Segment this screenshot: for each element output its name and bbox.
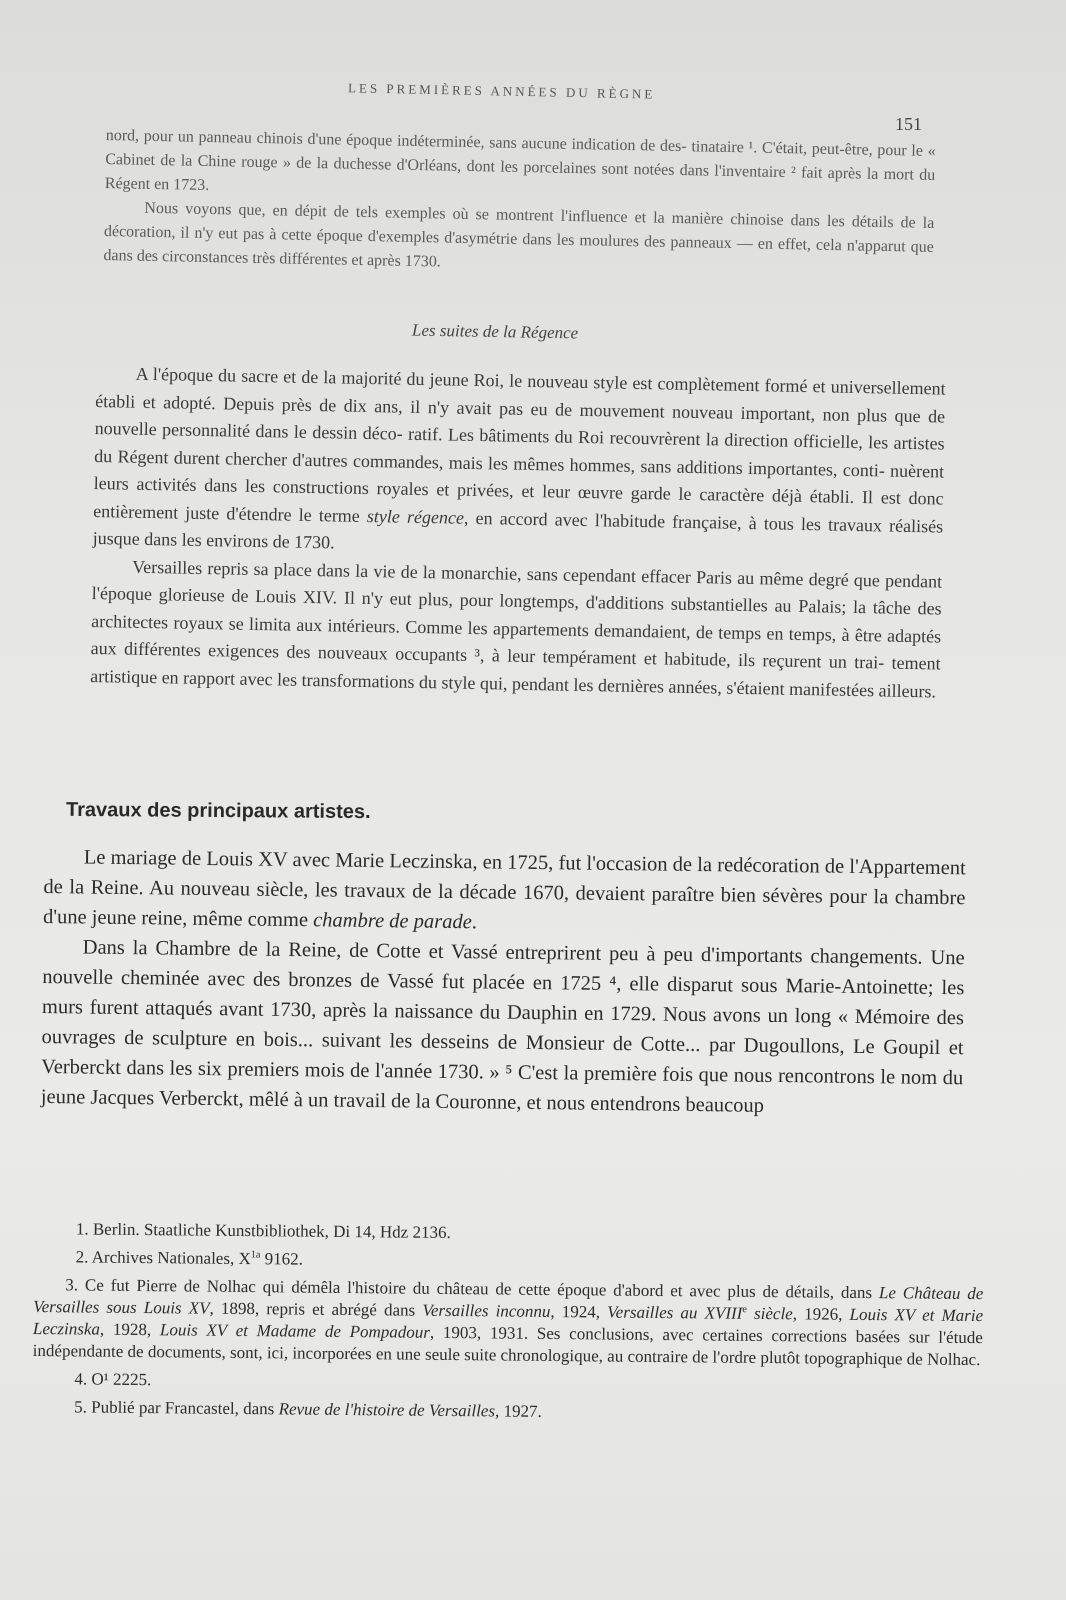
text-line: Versailles repris sa place dans la vie de la monarchie, sans cependant effacer Paris au (132, 556, 755, 588)
text-line: Dauphin en 1729. Nous avons un long « Mémoire des ouvrages de sculpture en bois... suivant (41, 1001, 965, 1053)
text-line: de l'Appartement de la Reine. Au nouveau siècle, les travaux de la décade 1670, devaient (43, 855, 966, 906)
paragraph-versailles (90, 552, 942, 705)
text-line: Nous voyons que, en dépit de tels exemples où se montrent l'influence et la manière (144, 199, 724, 228)
top-paragraphs (103, 124, 936, 284)
italic-term: style régence (366, 505, 465, 528)
book-title: Versailles inconnu (422, 1300, 551, 1321)
text-fragment: 9162. (260, 1249, 303, 1269)
text-line: tement artistique en rapport avec les transformations du style qui, pendant les dernières (90, 652, 941, 696)
superscript: e (742, 1304, 748, 1316)
text-line: Comme les appartements demandaient, de temps en temps, à être adaptés aux différentes (90, 616, 942, 660)
paragraph-mariage (43, 842, 966, 943)
running-head: LES PREMIÈRES ANNÉES DU RÈGNE (347, 80, 656, 102)
text-fragment: 2. Archives Nationales, X (75, 1247, 251, 1269)
travaux-section (41, 842, 966, 1123)
text-fragment: , 1903, 1931. Ses conclusions, avec certaines corrections basées sur l'étude indépendante de documents, sont, ici, incorporées en une seule suite chronologique, au contraire de l'ordre plutôt topographique de Nolhac. (32, 1322, 983, 1370)
text-line: tinataire ¹. C'était, peut-être, pour le « Cabinet de la Chine rouge » de la duchesse d'Orléans, (105, 138, 936, 175)
book-title: Louis XV et Madame de Pompadour (159, 1320, 431, 1342)
text-fragment: , 1924, (550, 1301, 608, 1322)
paragraph-asymmetry (103, 196, 934, 284)
text-line: chercher d'autres commandes, mais les mêmes hommes, sans additions importantes, conti- (224, 447, 886, 480)
text-line: jeune Jacques Verberckt, mêlé à un travail de la Couronne, et nous entendrons beaucoup (40, 1085, 765, 1117)
text-fragment: , 1928, (99, 1319, 161, 1340)
text-fragment: 3. Ce fut Pierre de Nolhac qui démêla l'histoire du château de cette époque d'abord et avec plus de détails, dans (65, 1275, 880, 1303)
text-line: avec l'habitude française, à tous les travaux réalisés jusque dans les environs de 1730. (92, 508, 944, 553)
paragraph-sacre (92, 360, 945, 568)
text-line: paraître bien sévères pour la chambre d'une jeune reine, même comme (42, 883, 966, 932)
footnote-4: 4. O¹ 2225. (74, 1369, 152, 1390)
book-title: Le Château de Versailles sous Louis XV (33, 1283, 984, 1318)
text-fragment: , en accord (463, 507, 548, 529)
text-line: changements. Une nouvelle cheminée avec des bronzes de Vassé fut placée en 1725 ⁴, elle (42, 945, 965, 996)
section-heading: Travaux des principaux artistes. (65, 798, 371, 824)
section-subheading: Les suites de la Régence (411, 320, 579, 343)
text-line: exigences des nouveaux occupants ³, à leur tempérament et habitude, ils reçurent un trai- (207, 640, 885, 673)
text-line: ratif. Les bâtiments du Roi recouvrèrent la direction officielle, les artistes du Régent durent (94, 423, 945, 468)
text-fragment: 5. Publié par Francastel, dans (74, 1397, 279, 1419)
paragraph-chambre (41, 932, 965, 1123)
text-line: caractère déjà établi. Il est donc entièrement juste d'étendre le terme (93, 484, 944, 526)
text-line: dont les porcelaines sont notées dans l'inventaire ² fait après la mort du Régent en 1723. (104, 157, 936, 194)
footnote-1: 1. Berlin. Staatliche Kunstbibliothek, Di 14, Hdz 2136. (75, 1219, 451, 1243)
text-line: d'additions substantielles au Palais; la tâche des architectes royaux se limita aux intérieurs. (91, 592, 942, 637)
text-line: disparut sous Marie-Antoinette; les murs furent attaqués avant 1730, après la naissance du (41, 973, 965, 1024)
superscript: 1a (250, 1249, 261, 1261)
footnotes (32, 1218, 984, 1433)
journal-title: Revue de l'histoire de Versailles (278, 1399, 496, 1421)
text-line: chinoise dans les détails de la décoration, il n'y eut pas à cette époque d'exemples d'asymétrie (103, 211, 935, 248)
text-line: nord, pour un panneau chinois d'une époque indéterminée, sans aucune indication de des- (105, 126, 687, 156)
text-line: A l'époque du sacre et de la majorité du jeune Roi, le nouveau style est complètement (135, 363, 760, 396)
text-fragment: , 1926, (792, 1304, 850, 1324)
text-fragment: . (471, 911, 478, 934)
footnote-2 (34, 1246, 984, 1277)
text-line: même degré que pendant l'époque glorieuse de Louis XIV. Il n'y eut plus, pour longtemps, (91, 567, 943, 612)
text-line: dans les moulures des panneaux — en effet, cela n'apparut que dans des circonstances très (103, 231, 934, 268)
text-line: premiers mois de l'année 1730. » ⁵ C'est la première fois que nous rencontrons le nom du (227, 1058, 964, 1090)
text-fragment: , 1927. (494, 1401, 542, 1421)
text-line: les desseins de Monsieur de Cotte... par Dugoullons, Le Goupil et Verberckt dans les six (41, 1030, 964, 1081)
book-title: Louis XV et Marie Leczinska (32, 1304, 984, 1339)
page-number: 151 (895, 114, 922, 134)
footnote-5 (32, 1396, 982, 1427)
text-fragment: , 1898, repris et abrégé dans (209, 1298, 423, 1320)
regence-section (90, 360, 946, 706)
text-line: formé et universellement établi et adopté. Depuis près de dix ans, il n'y avait pas eu de (95, 375, 946, 420)
text-line: Le mariage de Louis XV avec Marie Leczinska, en 1725, fut l'occasion de la redécoration (83, 846, 820, 878)
text-line: nuèrent leurs activités dans les constructions royales et privées, et leur œuvre garde le (93, 460, 945, 504)
text-line: années, s'étaient manifestées ailleurs. (668, 676, 937, 701)
footnote-3 (33, 1274, 984, 1371)
book-title: siècle (746, 1303, 793, 1324)
book-title: Versailles au XVIII (607, 1302, 743, 1323)
text-line: différentes et après 1730. (279, 250, 441, 271)
text-line: Dans la Chambre de la Reine, de Cotte et Vassé entreprirent peu à peu d'importants (82, 936, 803, 968)
italic-term: chambre de parade (313, 909, 472, 934)
text-line: mouvement nouveau important, non plus que de nouvelle personnalité dans le dessin déco- (94, 399, 946, 444)
